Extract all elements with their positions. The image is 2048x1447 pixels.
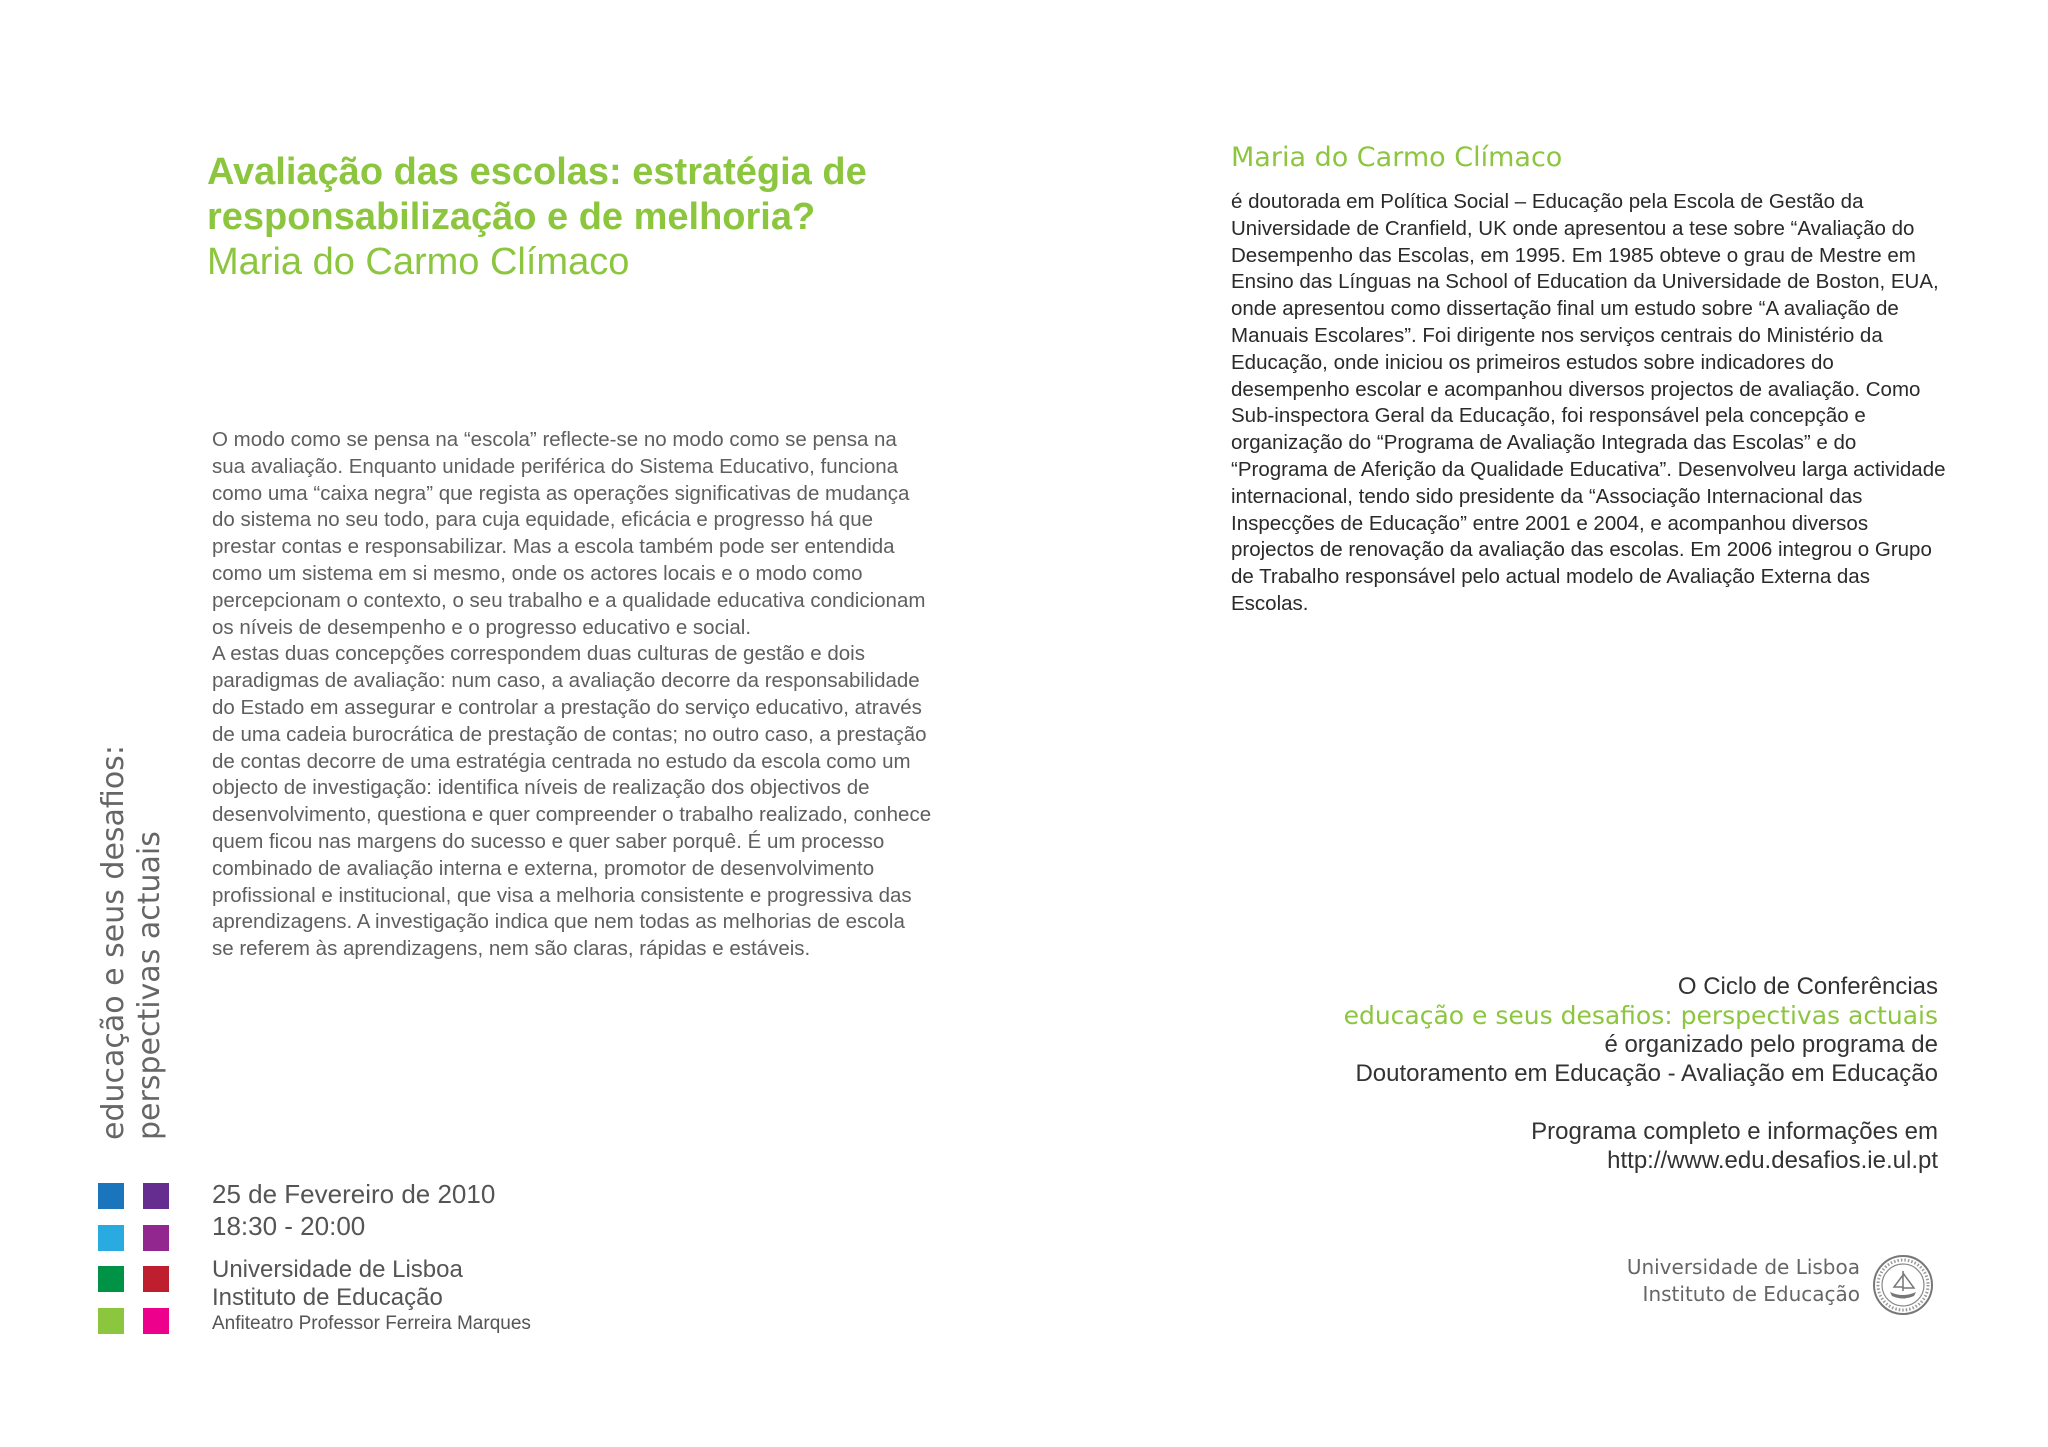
- cycle-organized-by: é organizado pelo programa de: [1604, 1031, 1938, 1058]
- event-datetime: [212, 1178, 495, 1242]
- venue-institute: Instituto de Educação: [212, 1284, 443, 1311]
- cycle-intro: O Ciclo de Conferências: [1677, 973, 1938, 1000]
- series-vertical-line-2: perspectivas actuais: [132, 831, 167, 1140]
- event-time: 18:30 - 20:00: [212, 1211, 366, 1241]
- color-square: [143, 1266, 169, 1292]
- institution-logo: [1627, 1254, 1860, 1308]
- color-square: [143, 1308, 169, 1334]
- color-square: [143, 1225, 169, 1251]
- venue: [212, 1256, 463, 1312]
- program-info: Programa completo e informações em: [1531, 1118, 1938, 1145]
- event-title: Avaliação das escolas: estratégia de responsabilização e de melhoria?: [207, 151, 867, 238]
- event-date: 25 de Fevereiro de 2010: [212, 1179, 496, 1209]
- series-vertical-line-1: educação e seus desafios:: [96, 745, 131, 1140]
- color-square: [98, 1225, 124, 1251]
- event-speaker: Maria do Carmo Clímaco: [207, 241, 630, 283]
- logo-institute: Instituto de Educação: [1642, 1282, 1860, 1306]
- venue-room: Anfiteatro Professor Ferreira Marques: [212, 1313, 531, 1334]
- series-vertical-title: [96, 745, 168, 1140]
- venue-university: Universidade de Lisboa: [212, 1256, 463, 1283]
- abstract-paragraph-2: A estas duas concepções correspondem duas culturas de gestão e dois paradigmas de avaliação: num caso, a avaliação decorre da responsabilidade do Estado em assegurar e controlar a prestação do serviço educativo, através de uma cadeia burocrática de prestação de contas; no outro caso, a prestação de contas decorre de uma estratégia centrada no estudo da escola como um objecto de investigação: identifica níveis de realização dos objectivos de desenvolvimento, questiona e quer compreender o trabalho realizado, conhece quem ficou nas margens do sucesso e quer saber porquê. É um processo combinado de avaliação interna e externa, promotor de desenvolvimento profissional e institucional, que visa a melhoria consistente e progressiva das aprendizagens. A investigação indica que nem todas as melhorias de escola se referem às aprendizagens, nem são claras, rápidas e estáveis.: [212, 642, 932, 961]
- university-seal-icon: [1872, 1254, 1934, 1316]
- color-square: [143, 1183, 169, 1209]
- bio-name: Maria do Carmo Clímaco: [1231, 142, 1563, 173]
- bio-text: é doutorada em Política Social – Educação pela Escola de Gestão da Universidade de Cranfield, UK onde apresentou a tese sobre “Avaliação do Desempenho das Escolas, em 1995. Em 1985 obteve o grau de Mestre em Ensino das Línguas na School of Education da Universidade de Boston, EUA, onde apresentou como dissertação final um estudo sobre “A avaliação de Manuais Escolares”. Foi dirigente nos serviços centrais do Ministério da Educação, onde iniciou os primeiros estudos sobre indicadores do desempenho escolar e acompanhou diversos projectos de avaliação. Como Sub-inspectora Geral da Educação, foi responsável pela concepção e organização do “Programa de Avaliação Integrada das Escolas” e do “Programa de Aferição da Qualidade Educativa”. Desenvolveu larga actividade internacional, tendo sido presidente da “Associação Internacional das Inspecções de Educação” entre 2001 e 2004, e acompanhou diversos projectos de renovação da avaliação das escolas. Em 2006 integrou o Grupo de Trabalho responsável pelo actual modelo de Avaliação Externa das Escolas.: [1231, 190, 1946, 615]
- conference-cycle-info: [1038, 972, 1938, 1175]
- color-square: [98, 1266, 124, 1292]
- abstract-paragraph-1: O modo como se pensa na “escola” reflecte-se no modo como se pensa na sua avaliação. Enquanto unidade periférica do Sistema Educativo, funciona como uma “caixa negra” que regista as operações significativas de mudança do sistema no seu todo, para cuja equidade, eficácia e progresso há que prestar contas e responsabilizar. Mas a escola também pode ser entendida como um sistema em si mesmo, onde os actores locais e o modo como percepcionam o contexto, o seu trabalho e a qualidade educativa condicionam os níveis de desempenho e o progresso educativo e social.: [212, 428, 926, 639]
- cycle-program: Doutoramento em Educação - Avaliação em Educação: [1355, 1060, 1938, 1087]
- program-url-link[interactable]: http://www.edu.desafios.ie.ul.pt: [1607, 1147, 1938, 1174]
- logo-university: Universidade de Lisboa: [1626, 1255, 1860, 1279]
- cycle-name: educação e seus desafios: perspectivas actuais: [1343, 1001, 1938, 1030]
- color-square: [98, 1308, 124, 1334]
- abstract: [212, 427, 932, 963]
- color-square: [98, 1183, 124, 1209]
